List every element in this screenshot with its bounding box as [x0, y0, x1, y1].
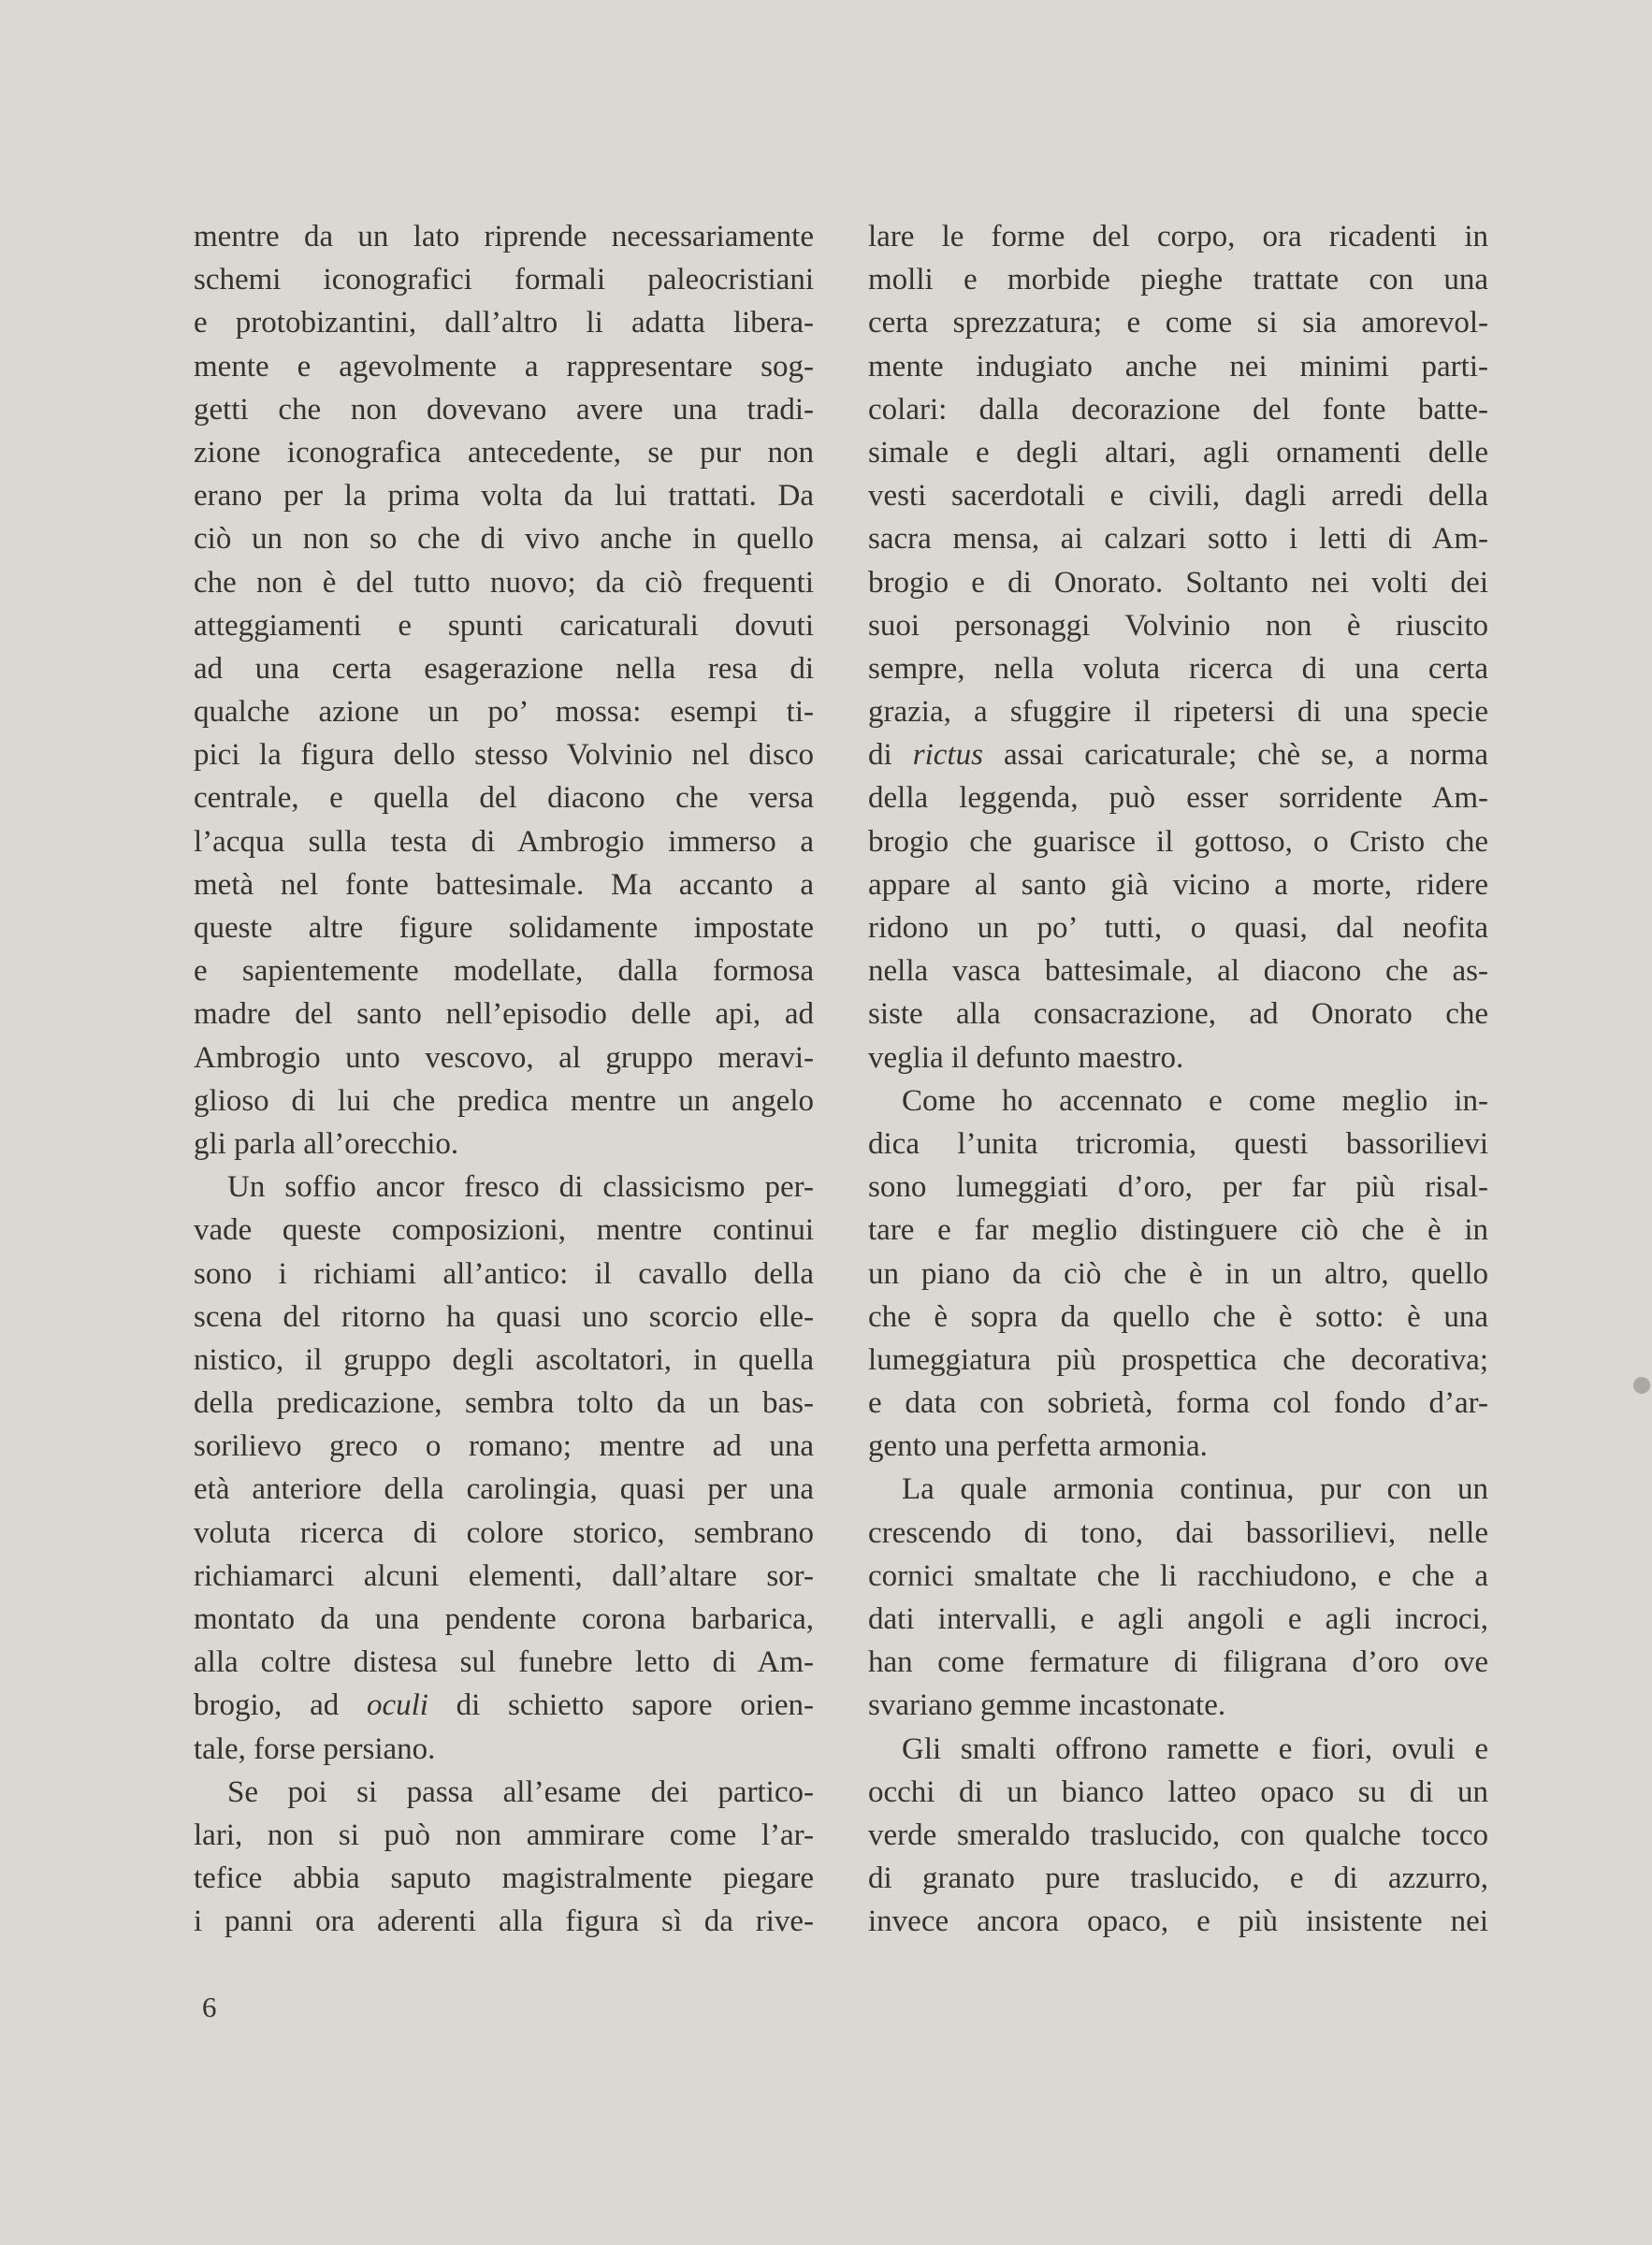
text-line: e sapientemente modellate, dalla formosa	[194, 954, 814, 989]
text-line: che è sopra da quello che è sotto: è una	[868, 1299, 1488, 1334]
text-line: suoi personaggi Volvinio non è riuscito	[868, 608, 1488, 643]
text-line: verde smeraldo traslucido, con qualche tocco	[868, 1818, 1488, 1852]
text-line: zione iconografica antecedente, se pur non	[194, 435, 814, 470]
text-line: molli e morbide pieghe trattate con una	[868, 263, 1488, 297]
text-line: vesti sacerdotali e civili, dagli arredi della	[868, 479, 1488, 514]
text-line: lare le forme del corpo, ora ricadenti in	[868, 220, 1488, 253]
text-line: tale, forse persiano.	[194, 1731, 436, 1766]
text-line: grazia, a sfuggire il ripetersi di una specie	[868, 695, 1488, 730]
text-line: qualche azione un po’ mossa: esempi ti-	[194, 695, 814, 730]
text-line: mentre da un lato riprende necessariamente	[194, 220, 814, 253]
text-line: età anteriore della carolingia, quasi per una	[194, 1472, 814, 1507]
text-line: nella vasca battesimale, al diacono che as-	[868, 954, 1488, 989]
text-line: madre del santo nell’episodio delle api, ad	[194, 997, 814, 1032]
text-line: simale e degli altari, agli ornamenti delle	[868, 435, 1488, 470]
text-line: Come ho accennato e come meglio in-	[902, 1083, 1488, 1118]
text-line: appare al santo già vicino a morte, ridere	[868, 867, 1488, 902]
text-line: han come fermature di filigrana d’oro ove	[868, 1645, 1488, 1680]
text-line: gli parla all’orecchio.	[194, 1126, 459, 1161]
left-text-column	[194, 215, 814, 1944]
text-line: ridono un po’ tutti, o quasi, dal neofita	[868, 911, 1488, 945]
text-line: sono i richiami all’antico: il cavallo della	[194, 1256, 814, 1291]
text-line: nistico, il gruppo degli ascoltatori, in quella	[194, 1342, 814, 1377]
text-line: montato da una pendente corona barbarica,	[194, 1602, 814, 1636]
text-line: schemi iconografici formali paleocristiani	[194, 263, 814, 297]
text-line: voluta ricerca di colore storico, sembrano	[194, 1515, 814, 1550]
text-line: lumeggiatura più prospettica che decorativa;	[868, 1342, 1488, 1377]
text-line: alla coltre distesa sul funebre letto di Am-	[194, 1645, 814, 1680]
text-line: Gli smalti offrono ramette e fiori, ovuli e	[902, 1731, 1488, 1766]
text-line: colari: dalla decorazione del fonte batte-	[868, 392, 1488, 427]
text-line: e data con sobrietà, forma col fondo d’ar-	[868, 1386, 1488, 1421]
text-line: della predicazione, sembra tolto da un bas-	[194, 1386, 814, 1421]
page-number: 6	[202, 1991, 217, 2023]
text-line: invece ancora opaco, e più insistente nei	[868, 1905, 1488, 1939]
text-line: dica l’unita tricromia, questi bassorilievi	[868, 1126, 1488, 1161]
text-line: La quale armonia continua, pur con un	[902, 1472, 1488, 1507]
text-line: occhi di un bianco latteo opaco su di un	[868, 1774, 1488, 1809]
text-line: richiamarci alcuni elementi, dall’altare sor-	[194, 1558, 814, 1593]
text-line: cornici smaltate che li racchiudono, e che a	[868, 1558, 1488, 1593]
text-line: glioso di lui che predica mentre un angelo	[194, 1083, 814, 1118]
text-line: sempre, nella voluta ricerca di una certa	[868, 651, 1488, 686]
text-line: ad una certa esagerazione nella resa di	[194, 651, 814, 686]
text-line: vade queste composizioni, mentre continui	[194, 1213, 814, 1248]
text-line: atteggiamenti e spunti caricaturali dovuti	[194, 608, 814, 643]
right-text-column	[868, 215, 1488, 1944]
text-line: siste alla consacrazione, ad Onorato che	[868, 997, 1488, 1032]
text-line: che non è del tutto nuovo; da ciò frequenti	[194, 565, 814, 600]
text-line: tare e far meglio distinguere ciò che è in	[868, 1213, 1488, 1248]
text-line: di rictus assai caricaturale; chè se, a norma	[868, 738, 1489, 773]
text-line: tefice abbia saputo magistralmente piegare	[194, 1861, 814, 1896]
text-line: e protobizantini, dall’altro li adatta libera-	[194, 306, 814, 340]
text-line: queste altre figure solidamente impostate	[194, 911, 814, 945]
text-line: metà nel fonte battesimale. Ma accanto a	[194, 867, 814, 902]
text-line: Ambrogio unto vescovo, al gruppo meravi-	[194, 1040, 814, 1075]
text-line: l’acqua sulla testa di Ambrogio immerso a	[194, 824, 814, 859]
text-line: pici la figura dello stesso Volvinio nel disco	[194, 738, 814, 773]
text-line: svariano gemme incastonate.	[868, 1688, 1226, 1723]
text-line: Un soffio ancor fresco di classicismo per-	[227, 1170, 814, 1205]
text-line: sorilievo greco o romano; mentre ad una	[194, 1429, 814, 1464]
text-line: dati intervalli, e agli angoli e agli incroci,	[868, 1602, 1488, 1636]
binding-hole-mark	[1633, 1377, 1650, 1394]
text-line: lari, non si può non ammirare come l’ar-	[194, 1818, 814, 1852]
text-line: getti che non dovevano avere una tradi-	[194, 392, 814, 427]
text-line: ciò un non so che di vivo anche in quello	[194, 522, 814, 557]
text-line: mente indugiato anche nei minimi parti-	[868, 349, 1488, 384]
text-line: brogio e di Onorato. Soltanto nei volti dei	[868, 565, 1488, 600]
text-line: mente e agevolmente a rappresentare sog-	[194, 349, 814, 384]
text-line: crescendo di tono, dai bassorilievi, nelle	[868, 1515, 1488, 1550]
text-line: sacra mensa, ai calzari sotto i letti di Am-	[868, 522, 1488, 557]
text-line: veglia il defunto maestro.	[868, 1040, 1184, 1075]
text-line: scena del ritorno ha quasi uno scorcio elle-	[194, 1299, 814, 1334]
text-line: i panni ora aderenti alla figura sì da rive-	[194, 1905, 814, 1939]
text-line: brogio che guarisce il gottoso, o Cristo che	[868, 824, 1488, 859]
text-line: brogio, ad oculi di schietto sapore orien-	[194, 1688, 814, 1723]
text-line: erano per la prima volta da lui trattati. Da	[194, 479, 814, 514]
text-line: di granato pure traslucido, e di azzurro,	[868, 1861, 1488, 1896]
text-line: un piano da ciò che è in un altro, quello	[868, 1256, 1488, 1291]
text-line: sono lumeggiati d’oro, per far più risal-	[868, 1170, 1488, 1205]
text-line: gento una perfetta armonia.	[868, 1429, 1208, 1464]
text-line: centrale, e quella del diacono che versa	[194, 781, 814, 816]
text-line: della leggenda, può esser sorridente Am-	[868, 781, 1488, 816]
text-line: Se poi si passa all’esame dei partico-	[227, 1774, 814, 1809]
text-line: certa sprezzatura; e come si sia amorevol-	[868, 306, 1488, 340]
